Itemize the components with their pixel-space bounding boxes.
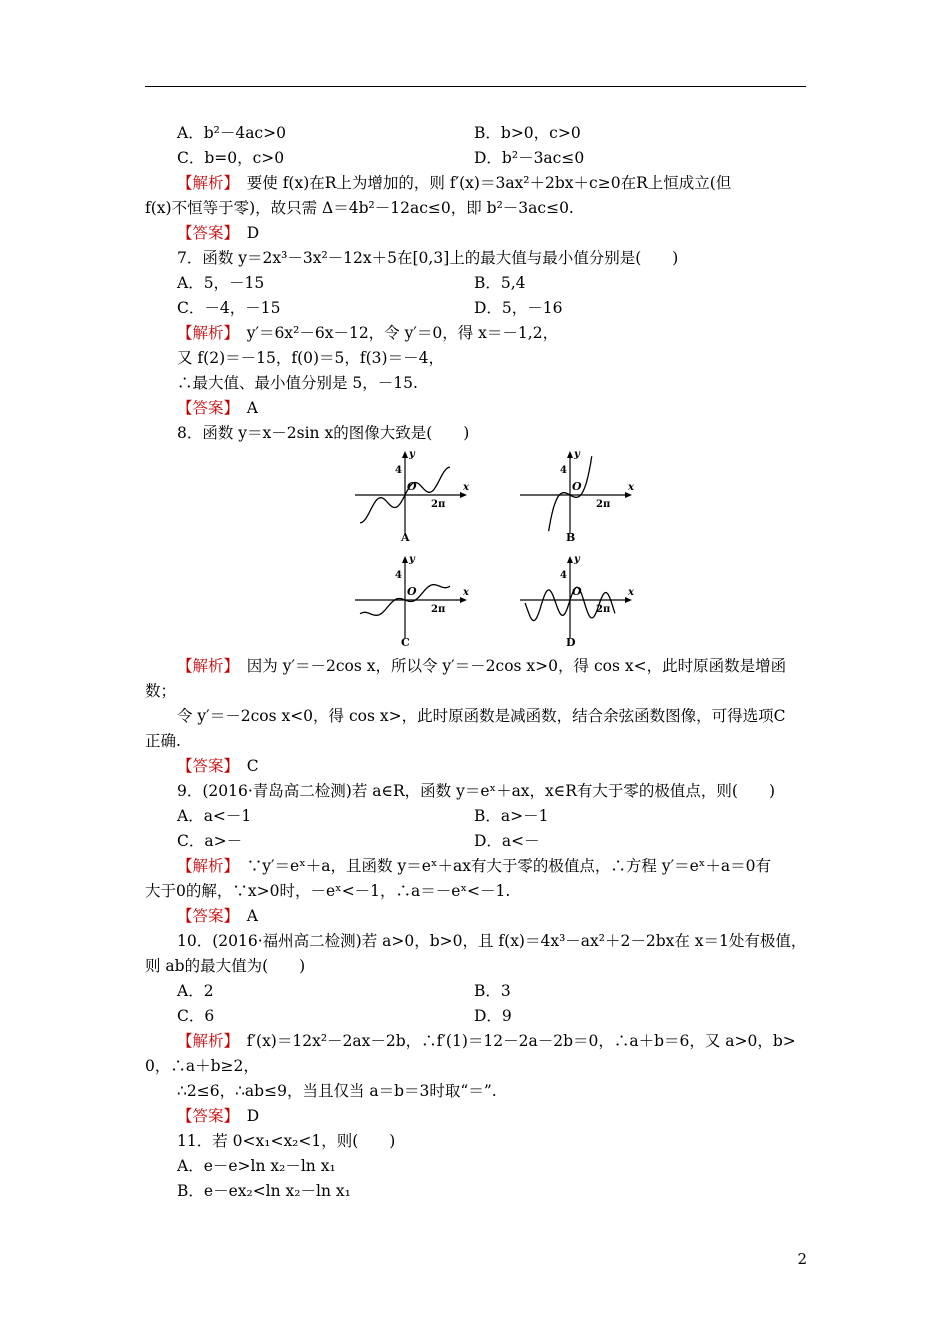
x-tick-label: 2π <box>431 499 446 510</box>
text-line <box>177 1031 796 1051</box>
line-text: A．e－e>ln x₂－ln x₁ <box>177 1157 336 1175</box>
x-tick-label: 2π <box>596 499 611 510</box>
line-text: ∵y′＝eˣ＋a，且函数 y＝eˣ＋ax有大于零的极值点，∴方程 y′＝eˣ＋a＝0有 <box>231 857 771 875</box>
origin-label: O <box>407 585 417 598</box>
text-line <box>145 731 181 751</box>
section-tag: 【答案】 <box>177 1107 232 1125</box>
section-tag: 【答案】 <box>177 907 232 925</box>
text-line <box>177 906 258 926</box>
text-line <box>177 173 731 193</box>
text-line <box>177 831 242 851</box>
x-axis-label: x <box>463 482 469 493</box>
y-axis-arrow <box>402 556 408 563</box>
text-line <box>474 981 511 1001</box>
x-tick-label: 2π <box>596 604 611 615</box>
text-line <box>177 148 284 168</box>
text-line <box>145 198 574 218</box>
text-line <box>177 656 786 676</box>
line-text: A．5，－15 <box>177 274 265 292</box>
line-text: 10．(2016·福州高二检测)若 a>0，b>0，且 f(x)＝4x³－ax²＋2－2bx在 x＝1处有极值， <box>177 932 807 950</box>
line-text: C．－4，－15 <box>177 299 281 317</box>
text-line <box>177 298 280 318</box>
x-axis-label: x <box>463 587 469 598</box>
y-tick-label: 4 <box>560 570 567 581</box>
y-axis-label: y <box>409 554 415 565</box>
line-text: D．a<－ <box>474 832 540 850</box>
line-text: D．b²－3ac≤0 <box>474 149 585 167</box>
line-text: 令 y′＝－2cos x<0，得 cos x>，此时原函数是减函数，结合余弦函数图像，可得选项C <box>177 707 786 725</box>
section-tag: 【解析】 <box>177 857 232 875</box>
line-text: A．2 <box>177 982 214 1000</box>
graph-options-svg <box>340 450 640 650</box>
line-text: C．a>－ <box>177 832 243 850</box>
text-line <box>177 323 558 343</box>
section-tag: 【解析】 <box>177 1032 232 1050</box>
panel-label: B <box>566 531 576 544</box>
line-text: B．e－ex₂<ln x₂－ln x₁ <box>177 1182 351 1200</box>
panel-label: A <box>401 531 410 544</box>
y-axis-label: y <box>409 449 415 460</box>
line-text: D <box>231 224 260 242</box>
line-text: D <box>231 1107 260 1125</box>
text-line <box>177 756 259 776</box>
line-text: A <box>231 907 258 925</box>
line-text: 8．函数 y＝x－2sin x的图像大致是( ) <box>177 424 470 442</box>
text-line <box>177 1106 259 1126</box>
section-tag: 【解析】 <box>177 657 232 675</box>
section-tag: 【解析】 <box>177 324 232 342</box>
line-text: 要使 f(x)在R上为增加的，则 f′(x)＝3ax²＋2bx＋c≥0在R上恒成立(但 <box>231 174 732 192</box>
section-tag: 【解析】 <box>177 174 232 192</box>
text-line <box>474 298 563 318</box>
line-text: 则 ab的最大值为( ) <box>145 957 306 975</box>
panel-label: C <box>401 636 410 649</box>
text-line <box>145 681 176 701</box>
x-axis-label: x <box>628 482 634 493</box>
text-line <box>177 981 214 1001</box>
y-axis-label: y <box>574 449 580 460</box>
text-line <box>177 123 286 143</box>
line-text: 数； <box>145 682 177 700</box>
y-tick-label: 4 <box>395 465 402 476</box>
text-line <box>474 1006 512 1026</box>
line-text: C．6 <box>177 1007 215 1025</box>
line-text: 7．函数 y＝2x³－3x²－12x＋5在[0,3]上的最大值与最小值分别是( ) <box>177 249 679 267</box>
text-line <box>177 1181 351 1201</box>
y-axis-arrow <box>567 556 573 563</box>
line-text: 正确. <box>145 732 181 750</box>
x-tick-label: 2π <box>431 604 446 615</box>
page-number: 2 <box>797 1250 807 1268</box>
header-rule <box>145 86 806 87</box>
section-tag: 【答案】 <box>177 399 232 417</box>
line-text: 9．(2016·青岛高二检测)若 a∈R，函数 y＝eˣ＋ax，x∈R有大于零的极值点，则( ) <box>177 782 776 800</box>
text-line <box>177 1131 395 1151</box>
line-text: A．a<－1 <box>177 807 252 825</box>
panel-label: D <box>566 636 576 649</box>
line-text: 大于0的解，∵x>0时，－eˣ<－1，∴a＝－eˣ<－1. <box>145 882 511 900</box>
text-line <box>145 881 510 901</box>
line-text: ∴2≤6，∴ab≤9，当且仅当 a＝b＝3时取“＝”. <box>177 1082 497 1100</box>
line-text: f(x)不恒等于零)，故只需 Δ＝4b²－12ac≤0，即 b²－3ac≤0. <box>145 199 574 217</box>
text-line <box>474 123 581 143</box>
line-text: 0，∴a＋b≥2， <box>145 1057 259 1075</box>
graph-options-figure <box>340 450 640 650</box>
y-axis-arrow <box>567 451 573 458</box>
line-text: D．5，－16 <box>474 299 563 317</box>
line-text: f′(x)＝12x²－2ax－2b，∴f′(1)＝12－2a－2b＝0，∴a＋b＝6，又 a>0，b> <box>231 1032 796 1050</box>
text-line <box>177 223 259 243</box>
line-text: B．a>－1 <box>474 807 549 825</box>
y-tick-label: 4 <box>395 570 402 581</box>
line-text: C．b=0，c>0 <box>177 149 285 167</box>
text-line <box>177 1156 336 1176</box>
line-text: 因为 y′＝－2cos x，所以令 y′＝－2cos x>0，得 cos x<，此时原函数是增函 <box>231 657 787 675</box>
text-line <box>474 806 548 826</box>
origin-label: O <box>572 480 582 493</box>
text-line <box>177 248 678 268</box>
text-line <box>177 348 444 368</box>
line-text: D．9 <box>474 1007 512 1025</box>
y-axis-arrow <box>402 451 408 458</box>
line-text: ∴最大值、最小值分别是 5，－15. <box>177 374 418 392</box>
line-text: B．3 <box>474 982 511 1000</box>
text-line <box>177 423 469 443</box>
x-axis-label: x <box>628 587 634 598</box>
origin-label: O <box>407 480 417 493</box>
line-text: C <box>231 757 259 775</box>
text-line <box>177 1006 214 1026</box>
line-text: 11．若 0<x₁<x₂<1，则( ) <box>177 1132 396 1150</box>
origin-label: O <box>572 585 582 598</box>
line-text: A．b²－4ac>0 <box>177 124 286 142</box>
text-line <box>474 273 526 293</box>
section-tag: 【答案】 <box>177 224 232 242</box>
y-tick-label: 4 <box>560 465 567 476</box>
line-text: A <box>231 399 258 417</box>
text-line <box>177 1081 497 1101</box>
text-line <box>474 148 584 168</box>
line-text: B．b>0，c>0 <box>474 124 581 142</box>
text-line <box>145 956 305 976</box>
text-line <box>177 931 806 951</box>
text-line <box>177 806 251 826</box>
y-axis-label: y <box>574 554 580 565</box>
text-line <box>177 273 264 293</box>
line-text: y′＝6x²－6x－12，令 y′＝0，得 x＝－1,2， <box>231 324 559 342</box>
text-line <box>145 1056 259 1076</box>
text-line <box>177 398 258 418</box>
text-line <box>474 831 540 851</box>
line-text: B．5,4 <box>474 274 526 292</box>
section-tag: 【答案】 <box>177 757 232 775</box>
text-line <box>177 856 771 876</box>
text-line <box>177 706 785 726</box>
line-text: 又 f(2)＝－15，f(0)＝5，f(3)＝－4， <box>177 349 444 367</box>
text-line <box>177 373 418 393</box>
text-line <box>177 781 775 801</box>
